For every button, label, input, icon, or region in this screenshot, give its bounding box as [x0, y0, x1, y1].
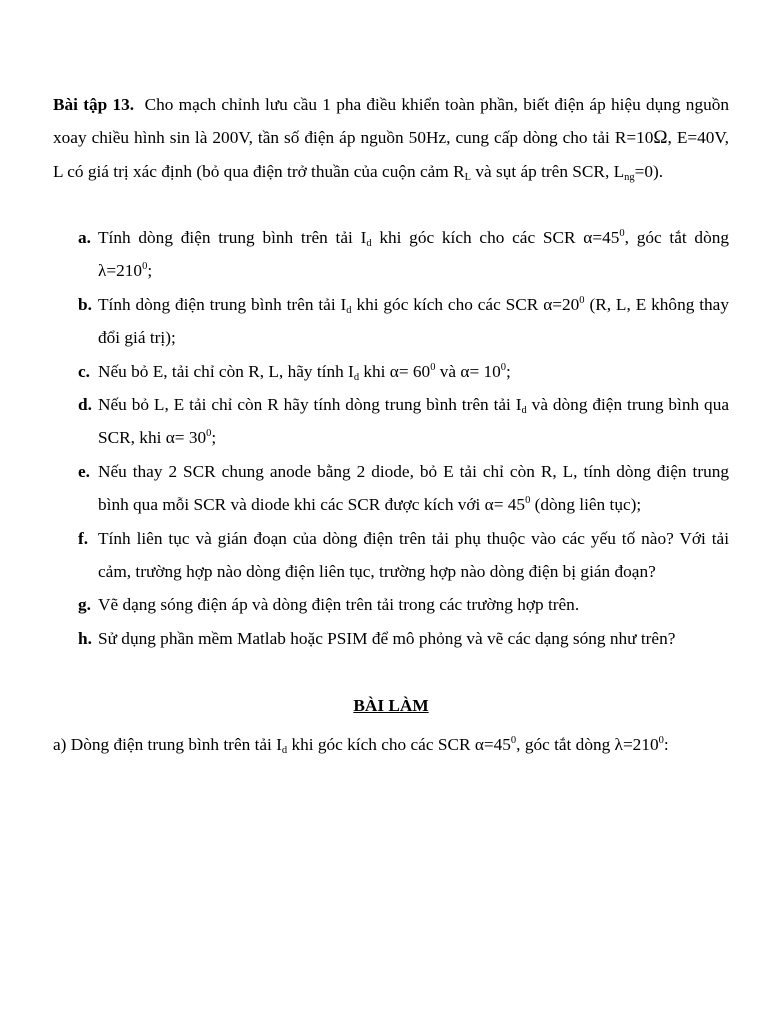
text-run: Nếu bỏ E, tải chỉ còn R, L, hãy tính I	[98, 361, 354, 381]
question-item-a	[78, 221, 729, 288]
superscript: 0	[658, 735, 664, 746]
question-item-h	[78, 622, 729, 655]
superscript: 0	[525, 495, 531, 507]
subscript: d	[366, 238, 372, 249]
text-run: khi góc kích cho các SCR α=45	[287, 735, 511, 754]
intro-text-4: =0).	[634, 161, 664, 181]
omega-symbol: Ω	[653, 127, 668, 149]
exercise-heading: Bài tập 13.	[53, 95, 135, 114]
text-run: Nếu bỏ L, E tải chỉ còn R hãy tính dòng trung bình trên tải I	[98, 395, 522, 415]
question-list	[78, 221, 729, 655]
subscript: d	[521, 405, 527, 417]
text-run: (dòng liên tục);	[530, 495, 642, 515]
item-text	[98, 221, 729, 288]
superscript: 0	[430, 361, 436, 373]
item-letter: e.	[78, 461, 90, 481]
item-letter: g.	[78, 595, 91, 615]
item-text	[98, 355, 729, 388]
exercise-intro	[53, 88, 729, 188]
question-item-b	[78, 288, 729, 355]
text-run: :	[663, 735, 669, 754]
item-letter: a.	[78, 228, 91, 247]
superscript: 0	[500, 361, 507, 373]
text-run: ;	[147, 261, 153, 281]
text-run: và dòng điện trung bình qua SCR, khi α= 30	[98, 395, 730, 448]
question-item-c	[78, 355, 729, 388]
superscript: 0	[510, 735, 517, 746]
question-item-e	[78, 455, 729, 522]
text-run: , góc tắt dòng λ=210	[516, 735, 659, 754]
subscript: d	[353, 371, 360, 383]
text-run: ;	[211, 428, 217, 448]
text-run: Tính dòng điện trung bình trên tải I	[98, 228, 367, 247]
item-letter: h.	[78, 628, 92, 648]
text-run: khi góc kích cho các SCR α=20	[351, 294, 580, 314]
superscript: 0	[206, 428, 212, 440]
item-letter: c.	[78, 361, 90, 381]
text-run: a) Dòng điện trung bình trên tải I	[53, 735, 282, 754]
item-text	[98, 288, 729, 355]
text-run: , góc tắt dòng λ=210	[98, 228, 729, 281]
question-item-f	[78, 522, 729, 589]
text-run: khi α= 60	[359, 361, 431, 381]
question-item-d	[78, 388, 729, 455]
subscript: d	[346, 304, 352, 316]
subscript-ng: ng	[624, 171, 635, 183]
subscript: d	[281, 745, 288, 756]
subscript-l: L	[464, 171, 472, 183]
superscript: 0	[619, 228, 625, 239]
item-text	[98, 388, 729, 455]
item-text	[98, 455, 729, 522]
superscript: 0	[142, 261, 148, 273]
item-text: Vẽ dạng sóng điện áp và dòng điện trên tải trong các trường hợp trên.	[98, 595, 580, 615]
superscript: 0	[579, 294, 585, 306]
intro-text-3: và sụt áp trên SCR, L	[471, 161, 625, 181]
text-run: (R, L, E không thay đổi giá trị);	[98, 294, 729, 348]
item-text: Tính liên tục và gián đoạn của dòng điện trên tải phụ thuộc vào các yếu tố nào? Với tải cảm, trường hợp nào dòng điện liên tục, trường hợp nào dòng điện bị gián đoạn?	[98, 528, 729, 582]
intro-text-2: , E=40V, L có giá trị xác định (bỏ qua điện trở thuần của cuộn cảm R	[53, 128, 729, 181]
solution-part-a	[53, 728, 743, 761]
text-run: khi góc kích cho các SCR α=45	[371, 228, 620, 247]
item-letter: b.	[78, 294, 92, 314]
intro-text-1: Cho mạch chỉnh lưu cầu 1 pha điều khiển toàn phần, biết điện áp hiệu dụng nguồn xoay chiều hình sin là 200V, tần số điện áp nguồn 50Hz, cung cấp dòng cho tải R=10	[53, 95, 730, 148]
text-run: Tính dòng điện trung bình trên tải I	[98, 294, 347, 314]
text-run: và α= 10	[435, 361, 501, 381]
solution-title: BÀI LÀM	[353, 696, 429, 715]
question-item-g	[78, 588, 729, 621]
item-text: Sử dụng phần mềm Matlab hoặc PSIM để mô phỏng và vẽ các dạng sóng như trên?	[98, 628, 676, 648]
item-letter: f.	[78, 528, 89, 548]
item-letter: d.	[78, 395, 92, 415]
text-run: Nếu thay 2 SCR chung anode bằng 2 diode, bỏ E tải chỉ còn R, L, tính dòng điện trung bình qua mỗi SCR và diode khi các SCR được kích với α= 45	[98, 461, 729, 515]
text-run: ;	[506, 361, 511, 381]
